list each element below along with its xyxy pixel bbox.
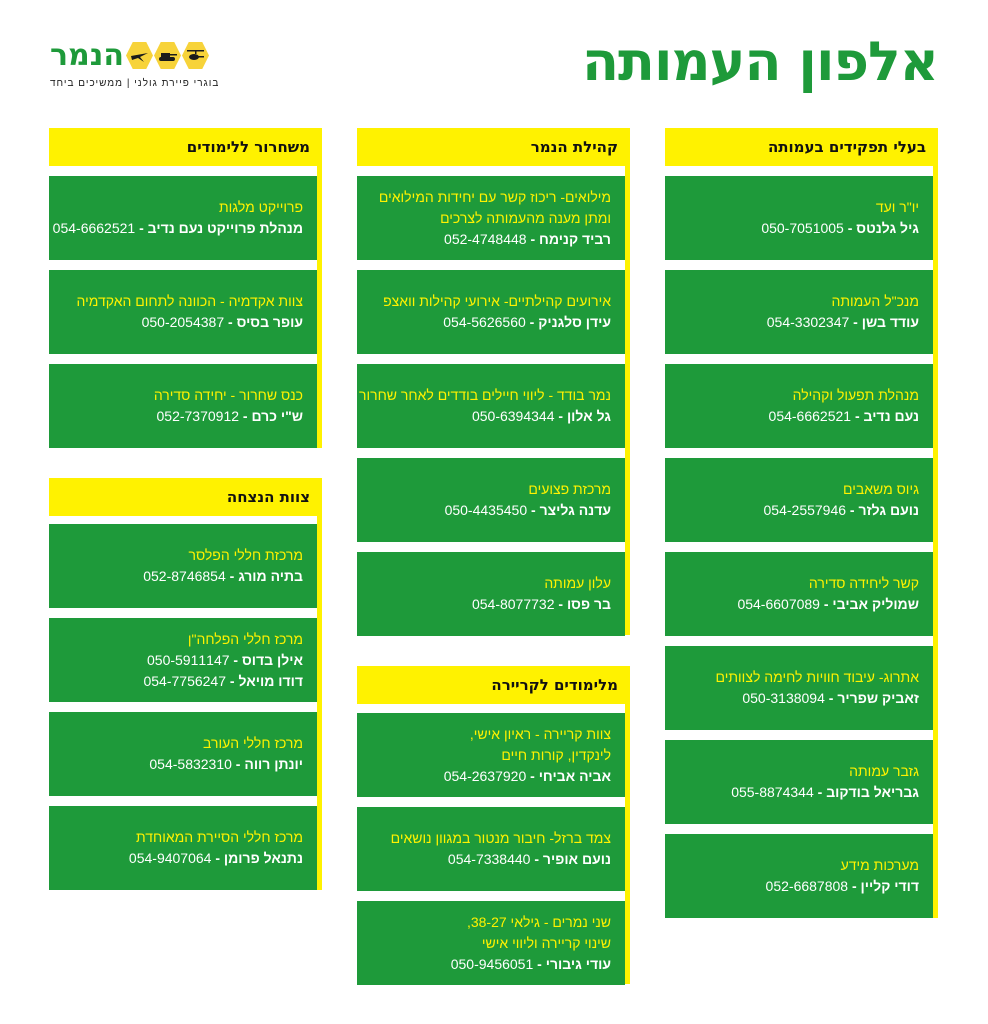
contact-card xyxy=(357,458,625,542)
section-header: משחרור ללימודים xyxy=(49,128,322,166)
contact-line: גבריאל בודקוב - 055-8874344 xyxy=(731,784,919,800)
contact-card xyxy=(49,364,317,448)
contact-phone: 052-4748448 xyxy=(444,230,527,247)
contact-role: גזבר עמותה xyxy=(849,763,919,779)
contact-line: דודו מויאל - 054-7756247 xyxy=(143,672,303,689)
contact-phone: 054-2557946 xyxy=(763,502,847,518)
contact-role: נמר בודד - ליווי חיילים בודדים לאחר שחרור xyxy=(359,387,611,403)
contact-line: זאביק שפריר - 050-3138094 xyxy=(742,690,919,706)
contact-line: דודי קליין - 052-6687808 xyxy=(765,878,919,894)
contact-role: צוות אקדמיה - הכוונה לתחום האקדמיה xyxy=(76,293,303,309)
contact-role: מנכ"ל העמותה xyxy=(831,293,919,309)
contact-line: עדנה גליצר - 050-4435450 xyxy=(444,502,611,518)
plane-icon xyxy=(126,42,153,69)
contact-card xyxy=(357,364,625,448)
contact-name: גיל גלנטס xyxy=(856,220,919,236)
contact-name: נועם אופיר xyxy=(542,851,611,867)
contact-line: בתיה מורג - 052-8746854 xyxy=(143,568,303,584)
contact-role: מרכז חללי הסיירת המאוחדת xyxy=(136,829,303,845)
contact-role: מנהלת תפעול וקהילה xyxy=(792,387,919,403)
contact-phone: 052-8746854 xyxy=(143,568,226,584)
contact-card xyxy=(357,901,625,985)
contact-card xyxy=(357,270,625,354)
contact-phone: 050-3138094 xyxy=(742,690,825,706)
contact-phone: 050-6394344 xyxy=(471,408,555,424)
contact-name: ש"י כרם xyxy=(251,408,303,424)
contact-line: אילן בדוס - 050-5911147 xyxy=(147,651,303,668)
contact-line: אביה אביחי - 054-2637920 xyxy=(443,767,611,784)
contact-role: ומתן מענה מהעמותה לצרכים xyxy=(440,209,611,226)
contact-line: גל אלון - 050-6394344 xyxy=(471,408,611,424)
column-accent-line xyxy=(933,128,938,918)
contact-name: אביה אביחי xyxy=(538,767,611,784)
contact-role: מרכז חללי העורב xyxy=(203,735,303,751)
contact-role: אירועים קהילתיים- אירועי קהילות וואצפ xyxy=(383,293,611,309)
contact-role: עלון עמותה xyxy=(544,575,611,591)
contact-line: גיל גלנטס - 050-7051005 xyxy=(761,220,919,236)
contact-name: יונתן רווה xyxy=(244,756,303,772)
contact-card xyxy=(357,176,625,260)
contact-role: צמד ברזל- חיבור מנטור במגוון נושאים xyxy=(390,830,611,846)
logo xyxy=(50,38,220,94)
contact-line: עודד בשן - 054-3302347 xyxy=(766,314,919,330)
contact-name: נועם גלזר xyxy=(858,502,919,518)
contact-card xyxy=(665,646,933,730)
contact-card xyxy=(357,713,625,797)
contact-role: מרכזת חללי הפלסר xyxy=(188,547,303,563)
contact-role: גיוס משאבים xyxy=(843,481,919,497)
contact-card xyxy=(357,552,625,636)
contact-card xyxy=(357,807,625,891)
contact-name: עודי גיבורי xyxy=(545,955,611,972)
contact-phone: 054-8077732 xyxy=(471,596,555,612)
contact-name: מנהלת פרוייקט נעם נדיב xyxy=(147,220,303,236)
contact-phone: 054-6607089 xyxy=(737,596,820,612)
logo-wordmark: הנמר xyxy=(50,38,124,73)
contact-phone: 050-2054387 xyxy=(141,314,225,330)
contact-line: נועם אופיר - 054-7338440 xyxy=(447,851,611,867)
contact-card xyxy=(665,458,933,542)
contact-name: עודד בשן xyxy=(861,314,919,330)
contact-line: ש"י כרם - 052-7370912 xyxy=(156,408,303,424)
contact-line: מנהלת פרוייקט נעם נדיב - 054-6662521 xyxy=(52,220,303,236)
contact-card xyxy=(49,618,317,702)
contact-line: בר פסו - 054-8077732 xyxy=(471,596,611,612)
column-accent-line xyxy=(625,128,630,635)
column-accent-line xyxy=(317,478,322,890)
logo-tagline: בוגרי פיירת גולני | ממשיכים ביחד xyxy=(50,78,220,89)
contact-line: עידן סלגניק - 054-5626560 xyxy=(443,314,611,330)
contact-role: שינוי קריירה וליווי אישי xyxy=(481,934,611,951)
contact-card xyxy=(49,176,317,260)
contact-phone: 055-8874344 xyxy=(731,784,814,800)
contact-card xyxy=(49,524,317,608)
section-header: מלימודים לקריירה xyxy=(357,666,630,704)
contact-card xyxy=(49,270,317,354)
section-header: בעלי תפקידים בעמותה xyxy=(665,128,938,166)
contact-line: שמוליק אביבי - 054-6607089 xyxy=(737,596,919,612)
contact-line: נועם גלזר - 054-2557946 xyxy=(763,502,919,518)
contact-name: גל אלון xyxy=(566,408,611,424)
contact-role: קשר ליחידה סדירה xyxy=(808,575,919,591)
contact-phone: 052-7370912 xyxy=(156,408,240,424)
contact-card xyxy=(665,552,933,636)
contact-role: כנס שחרור - יחידה סדירה xyxy=(153,387,303,403)
contact-phone: 054-9407064 xyxy=(128,850,212,866)
contact-phone: 054-5626560 xyxy=(443,314,526,330)
contact-name: עופר בסיס xyxy=(236,314,303,330)
contact-phone: 054-7338440 xyxy=(447,851,531,867)
contact-phone: 054-3302347 xyxy=(766,314,850,330)
contact-role: אתרוג- עיבוד חוויות לחימה לצוותים xyxy=(715,669,919,685)
contact-name: זאביק שפריר xyxy=(837,690,919,706)
contact-line: עופר בסיס - 050-2054387 xyxy=(141,314,303,330)
contact-name: דודי קליין xyxy=(860,878,919,894)
contact-line: עודי גיבורי - 050-9456051 xyxy=(450,955,611,972)
section-header: קהילת הנמר xyxy=(357,128,630,166)
tank-icon xyxy=(154,42,181,69)
contact-name: גבריאל בודקוב xyxy=(826,784,919,800)
contact-name: שמוליק אביבי xyxy=(832,596,919,612)
contact-card xyxy=(665,364,933,448)
contact-phone: 054-5832310 xyxy=(149,756,232,772)
contact-phone: 054-7756247 xyxy=(143,672,227,689)
contact-name: נעם נדיב xyxy=(863,408,919,424)
section-header: צוות הנצחה xyxy=(49,478,322,516)
contact-phone: 050-7051005 xyxy=(761,220,844,236)
contact-card xyxy=(49,806,317,890)
contact-phone: 054-6662521 xyxy=(768,408,852,424)
contact-card xyxy=(665,176,933,260)
contact-phone: 050-4435450 xyxy=(444,502,528,518)
page-title: אלפון העמותה xyxy=(581,30,938,93)
contact-role: יו"ר ועד xyxy=(875,199,919,215)
contact-line: נתנאל פרומן - 054-9407064 xyxy=(128,850,303,866)
contact-role: צוות קריירה - ראיון אישי, xyxy=(469,725,611,742)
contact-name: עדנה גליצר xyxy=(539,502,611,518)
contact-name: אילן בדוס xyxy=(241,651,303,668)
contact-card xyxy=(665,740,933,824)
contact-phone: 052-6687808 xyxy=(765,878,849,894)
contact-role: מערכות מידע xyxy=(840,857,919,873)
contact-role: מרכזת פצועים xyxy=(528,481,611,497)
contact-card xyxy=(665,270,933,354)
contact-phone: 054-2637920 xyxy=(443,767,527,784)
contact-name: דודו מויאל xyxy=(238,672,303,689)
contact-role: פרוייקט מלגות xyxy=(218,199,303,215)
contact-role: מילואים- ריכוז קשר עם יחידות המילואים xyxy=(378,188,611,205)
contact-name: עידן סלגניק xyxy=(538,314,611,330)
column-accent-line xyxy=(625,666,630,984)
contact-name: נתנאל פרומן xyxy=(223,850,303,866)
contact-line: יונתן רווה - 054-5832310 xyxy=(149,756,303,772)
contact-line: רביד קנימח - 052-4748448 xyxy=(444,230,611,247)
contact-card xyxy=(665,834,933,918)
column-accent-line xyxy=(317,128,322,448)
contact-role: לינקדין, קורות חיים xyxy=(501,746,611,763)
contact-name: בר פסו xyxy=(566,596,611,612)
contact-role: שני נמרים - גילאי 38-27, xyxy=(466,913,611,930)
contact-card xyxy=(49,712,317,796)
contact-line: נעם נדיב - 054-6662521 xyxy=(768,408,919,424)
contact-name: רביד קנימח xyxy=(539,230,611,247)
contact-name: בתיה מורג xyxy=(238,568,303,584)
contact-role: מרכז חללי הפלחה"ן xyxy=(187,630,303,647)
contact-phone: 054-6662521 xyxy=(52,220,136,236)
helicopter-icon xyxy=(182,42,209,69)
contact-phone: 050-9456051 xyxy=(450,955,534,972)
contact-phone: 050-5911147 xyxy=(147,651,230,668)
